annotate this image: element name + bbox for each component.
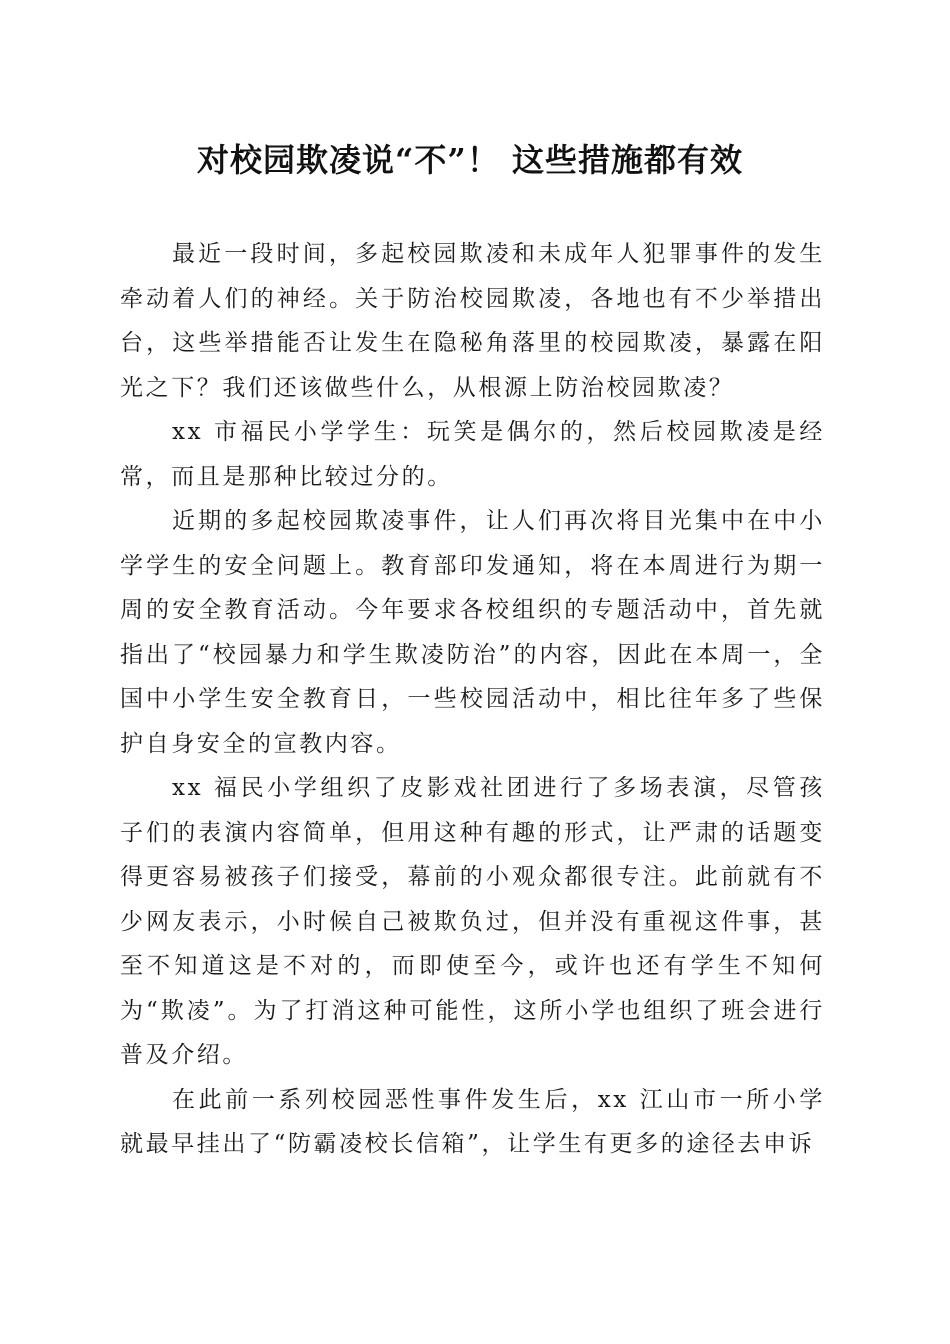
paragraph-2: xx 市福民小学学生：玩笑是偶尔的，然后校园欺凌是经常，而且是那种比较过分的。 [120,419,825,490]
paragraph-3: 近期的多起校园欺凌事件，让人们再次将目光集中在中小学学生的安全问题上。教育部印发通知，将在本周进行为期一周的安全教育活动。今年要求各校组织的专题活动中，首先就指出了“校园暴力和学生欺凌防治”的内容，因此在本周一，全国中小学生安全教育日，一些校园活动中，相比往年多了些保护自身安全的宣教内容。 [120,508,825,757]
paragraph-5: 在此前一系列校园恶性事件发生后，xx 江山市一所小学就最早挂出了“防霸凌校长信箱”，让学生有更多的途径去申诉 [120,1086,825,1157]
document-body [120,232,825,1167]
paragraph-4: xx 福民小学组织了皮影戏社团进行了多场表演，尽管孩子们的表演内容简单，但用这种有趣的形式，让严肃的话题变得更容易被孩子们接受，幕前的小观众都很专注。此前就有不少网友表示，小时候自己被欺负过，但并没有重视这件事，甚至不知道这是不对的，而即使至今，或许也还有学生不知何为“欺凌”。为了打消这种可能性，这所小学也组织了班会进行普及介绍。 [120,775,825,1068]
paragraph-1: 最近一段时间，多起校园欺凌和未成年人犯罪事件的发生牵动着人们的神经。关于防治校园欺凌，各地也有不少举措出台，这些举措能否让发生在隐秘角落里的校园欺凌，暴露在阳光之下？我们还该做些什么，从根源上防治校园欺凌？ [120,241,825,401]
document-title: 对校园欺凌说“不”！ 这些措施都有效 [197,141,743,179]
